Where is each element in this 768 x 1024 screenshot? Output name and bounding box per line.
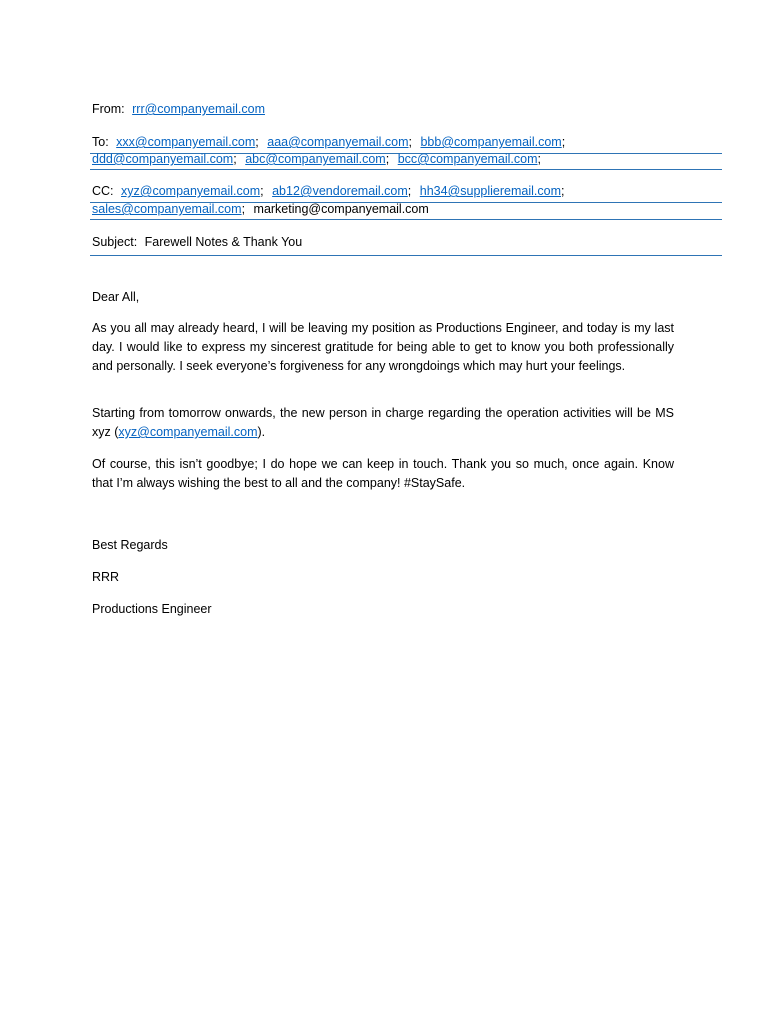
separator: ; xyxy=(260,184,264,198)
cc-email-link[interactable]: hh34@supplieremail.com xyxy=(419,184,561,198)
greeting-text: Dear All, xyxy=(92,290,140,304)
greeting xyxy=(92,288,674,307)
paragraph-3 xyxy=(92,455,674,493)
header-rule xyxy=(90,255,722,256)
paragraph-3-text: Of course, this isn’t goodbye; I do hope we can keep in touch. Thank you so much, once again. Know that I’m always wishing the best to all and the company! #StaySafe. xyxy=(92,457,674,490)
closing: Best Regards xyxy=(92,538,168,552)
successor-email-link[interactable]: xyz@companyemail.com xyxy=(118,425,258,439)
to-email-link[interactable]: aaa@companyemail.com xyxy=(267,135,409,149)
cc-email-link[interactable]: ab12@vendoremail.com xyxy=(272,184,408,198)
separator: ; xyxy=(537,152,542,166)
to-email-link[interactable]: bbb@companyemail.com xyxy=(420,135,562,149)
paragraph-2 xyxy=(92,404,674,442)
from-label: From: xyxy=(92,102,125,116)
to-row-2 xyxy=(92,151,722,168)
paragraph-1 xyxy=(92,319,674,376)
separator: ; xyxy=(407,184,412,198)
to-email-link[interactable]: xxx@companyemail.com xyxy=(116,135,256,149)
to-email-link[interactable]: bcc@companyemail.com xyxy=(397,152,538,166)
paragraph-2-end: ). xyxy=(257,425,266,439)
to-label: To: xyxy=(92,135,109,149)
subject-text: Farewell Notes & Thank You xyxy=(144,235,303,249)
paragraph-2-text xyxy=(92,404,674,442)
to-row-1 xyxy=(92,134,722,151)
from-email-link[interactable]: rrr@companyemail.com xyxy=(132,102,265,116)
cc-label: CC: xyxy=(92,184,114,198)
paragraph-1-text: As you all may already heard, I will be leaving my position as Productions Engineer, and today is my last day. I would like to express my sincerest gratitude for being able to get to know you both professionally and personally. I seek everyone’s forgiveness for any wrongdoings which may hurt your feelings. xyxy=(92,321,674,373)
paragraph-2-lead: Starting from tomorrow onwards, the new person in charge regarding the operation activities will be MS xyz ( xyxy=(92,406,674,439)
cc-row-2 xyxy=(92,201,722,218)
separator: ; xyxy=(561,184,565,198)
header-rule xyxy=(90,219,722,220)
cc-row-1 xyxy=(92,183,722,200)
cc-email-link[interactable]: xyz@companyemail.com xyxy=(121,184,261,198)
separator: ; xyxy=(233,152,237,166)
to-email-link[interactable]: abc@companyemail.com xyxy=(245,152,386,166)
signature-name: RRR xyxy=(92,570,120,584)
subject-row xyxy=(92,234,722,251)
separator: ; xyxy=(561,135,566,149)
from-row xyxy=(92,101,722,118)
signature-title: Productions Engineer xyxy=(92,602,212,616)
header-rule xyxy=(90,169,722,170)
cc-email-link[interactable]: sales@companyemail.com xyxy=(92,202,242,216)
separator: ; xyxy=(385,152,390,166)
separator: ; xyxy=(255,135,259,149)
cc-plain-email: marketing@companyemail.com xyxy=(253,202,429,216)
separator: ; xyxy=(408,135,412,149)
subject-label: Subject: xyxy=(92,235,138,249)
to-email-link[interactable]: ddd@companyemail.com xyxy=(92,152,234,166)
separator: ; xyxy=(241,202,246,216)
